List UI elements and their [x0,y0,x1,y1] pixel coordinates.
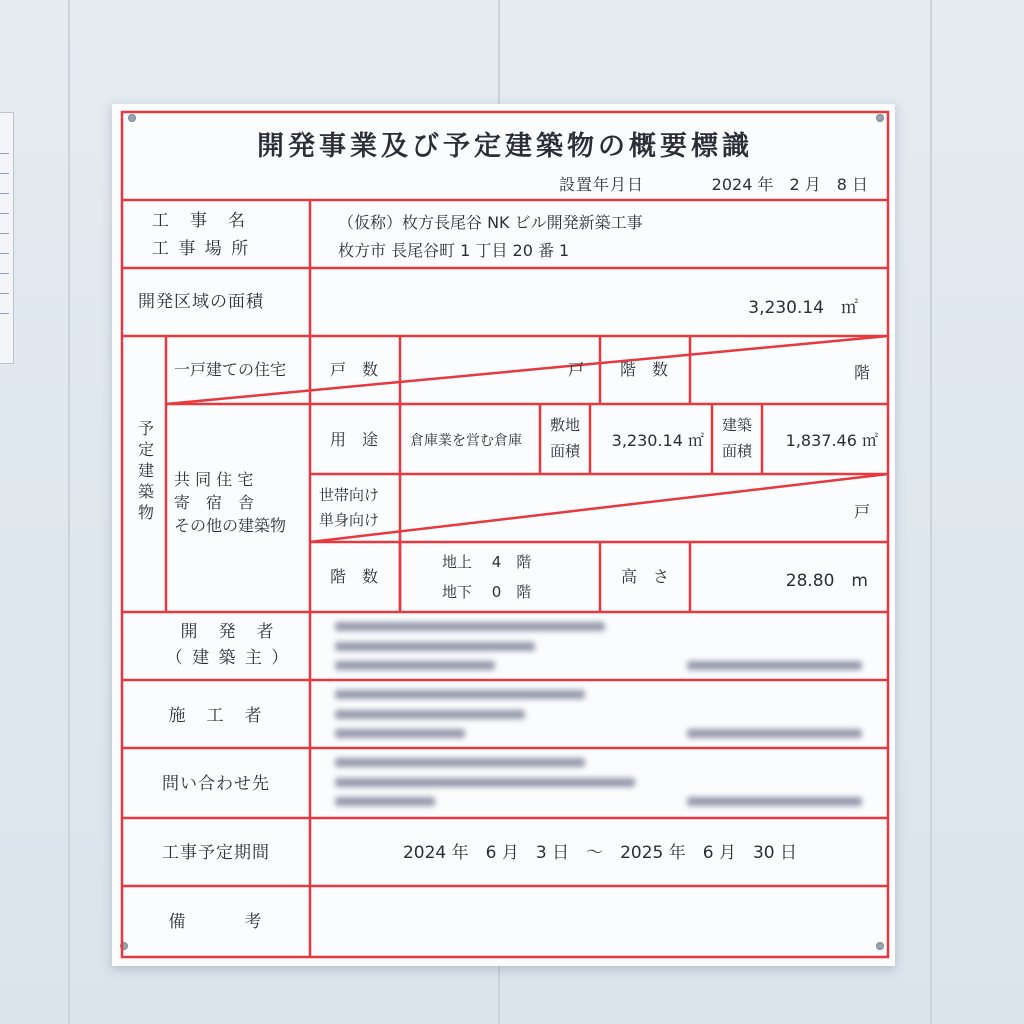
dev-area-label: 開発区域の面積 [138,292,264,312]
planned-building-char: 物 [137,503,155,522]
developer-label: （ 建 築 主 ） [165,648,291,668]
project-name: （仮称）枚方長尾谷 NK ビル開発新築工事 [338,213,643,232]
wall-seam [930,0,932,1024]
collective-label: 寄 宿 舎 [174,493,255,512]
floors-label: 階 数 [620,360,669,379]
planned-building-char: 定 [137,440,155,459]
household-label: 単身向け [319,511,380,529]
contact-label: 問い合わせ先 [162,774,270,794]
developer-info-blurred [317,614,882,678]
remarks-label: 備 考 [168,912,264,932]
building-area-label: 建築 [721,416,753,434]
site-area-value: 3,230.14 ㎡ [611,431,704,450]
dev-area-value: 3,230.14 ㎡ [748,298,858,318]
units-label: 戸 数 [330,360,379,379]
site-area-label: 面積 [549,442,581,460]
usage-label: 用 途 [330,430,379,449]
planned-building-char: 予 [137,419,155,438]
units-suffix: 戸 [567,360,584,379]
floors-suffix: 階 [853,363,870,382]
partial-notice-sheet [0,112,14,364]
project-site-label: 工 事 場 所 [152,239,251,259]
project-site: 枚方市 長尾谷町 1 丁目 20 番 1 [338,241,570,260]
install-date-label: 設置年月日 [558,175,644,194]
below-ground-floors: 地下 0 階 [442,583,532,601]
contact-info-blurred [317,750,882,816]
building-area-label: 面積 [721,442,753,460]
sign-grid [112,104,895,966]
install-date: 2024 年 2 月 8 日 [711,175,868,194]
project-name-label: 工 事 名 [152,211,247,231]
above-ground-floors: 地上 4 階 [442,553,532,571]
detached-house-label: 一戸建ての住宅 [174,360,287,379]
planned-building-char: 建 [137,461,155,480]
period-label: 工事予定期間 [162,843,270,863]
sign-title: 開発事業及び予定建築物の概要標識 [257,131,753,162]
collective-label: 共 同 住 宅 [174,470,254,489]
household-suffix: 戸 [853,502,870,521]
floors2-label: 階 数 [330,567,379,586]
household-label: 世帯向け [319,486,380,504]
contractor-label: 施 工 者 [168,706,264,726]
developer-label: 開 発 者 [180,622,276,642]
building-area-value: 1,837.46 ㎡ [785,431,878,450]
development-sign-board [112,104,895,966]
site-area-label: 敷地 [549,416,581,434]
wall-seam [68,0,70,1024]
height-label: 高 さ [620,567,670,586]
usage-value: 倉庫業を営む倉庫 [410,433,522,449]
planned-building-char: 築 [137,482,155,501]
height-value: 28.80 m [785,571,868,591]
construction-period: 2024 年 6 月 3 日 〜 2025 年 6 月 30 日 [402,843,798,863]
collective-label: その他の建築物 [174,516,287,535]
contractor-info-blurred [317,682,882,746]
